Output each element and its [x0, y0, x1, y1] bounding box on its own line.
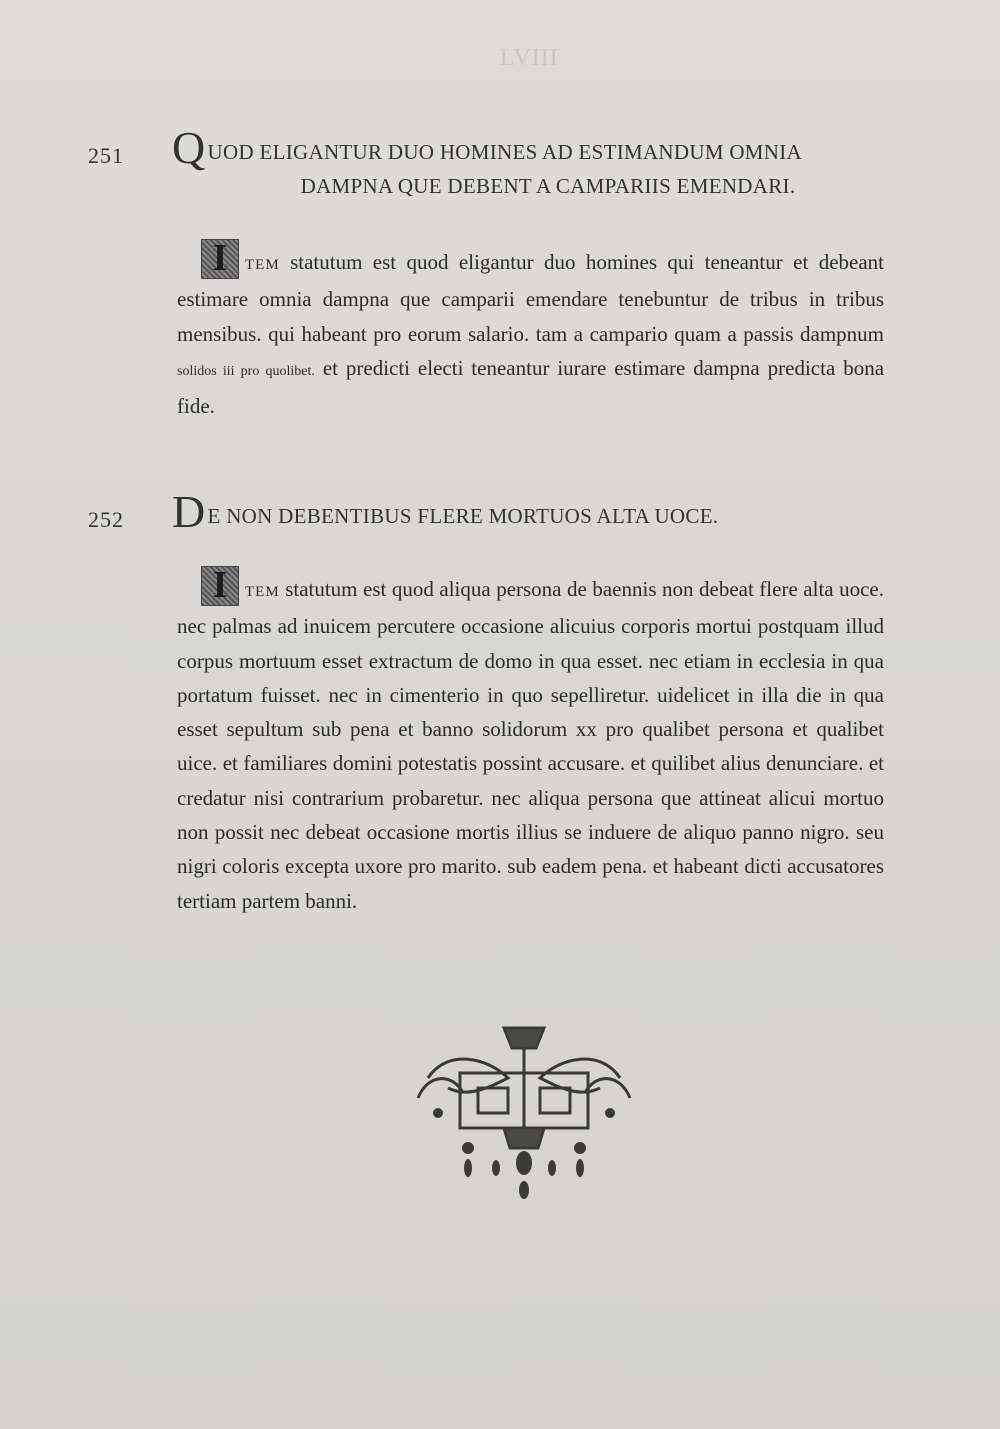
- title-initial: D: [172, 486, 206, 537]
- section-body-251: [177, 239, 884, 423]
- body-text: statutum est quod aliqua persona de baennis non debeat flere alta uoce. nec palmas ad inuicem percutere occasione alicuius corporis mortui postquam illud corpus mortuum esset extractum de domo in qua esset. nec etiam in ecclesia in qua portatum fuisset. nec in cimenterio in quo sepelliretur. uidelicet in illa die in qua esset sepultum sub pena et banno solidorum xx pro qualibet persona et qualibet uice. et familiares domini potestatis possint accusare. et quilibet alius denunciare. et credatur nisi contrarium probaretur. nec aliqua persona que attineat alicui mortuo non possit nec debeat occasione mortis illius se induere de aliquo panno nigro. seu nigri coloris excepta uxore pro marito. sub eadem pena. et habeant dicti accusatores tertiam partem banni.: [177, 577, 884, 913]
- decorated-initial-icon: I: [201, 566, 239, 606]
- title-initial: Q: [172, 122, 206, 173]
- first-word: TEM: [245, 257, 280, 273]
- first-word: TEM: [245, 584, 280, 600]
- body-small-text: solidos iii pro quolibet.: [177, 363, 315, 379]
- page-number: LVIII: [500, 45, 559, 71]
- section-title-252: [172, 486, 884, 537]
- section-body-252: [177, 566, 884, 918]
- section-number-252: 252: [88, 507, 124, 532]
- body-text: statutum est quod eligantur duo homines qui teneantur et debeant estimare omnia dampna que camparii emendare tenebuntur de tribus in tribus mensibus. qui habeant pro eorum salario. tam a campario quam a passis dampnum: [177, 250, 885, 346]
- title-text: E NON DEBENTIBUS FLERE MORTUOS ALTA UOCE.: [207, 504, 719, 528]
- body-text-end: et predicti electi teneantur iurare estimare dampna predicta bona fide.: [177, 355, 885, 419]
- section-title-251: [172, 122, 884, 203]
- title-text: UOD ELIGANTUR DUO HOMINES AD ESTIMANDUM OMNIA: [207, 140, 803, 164]
- section-number-251: 251: [88, 143, 124, 168]
- title-line2: DAMPNA QUE DEBENT A CAMPARIIS EMENDARI.: [300, 174, 796, 198]
- decorated-initial-icon: I: [201, 239, 239, 279]
- floral-ornament-icon: [408, 1018, 640, 1203]
